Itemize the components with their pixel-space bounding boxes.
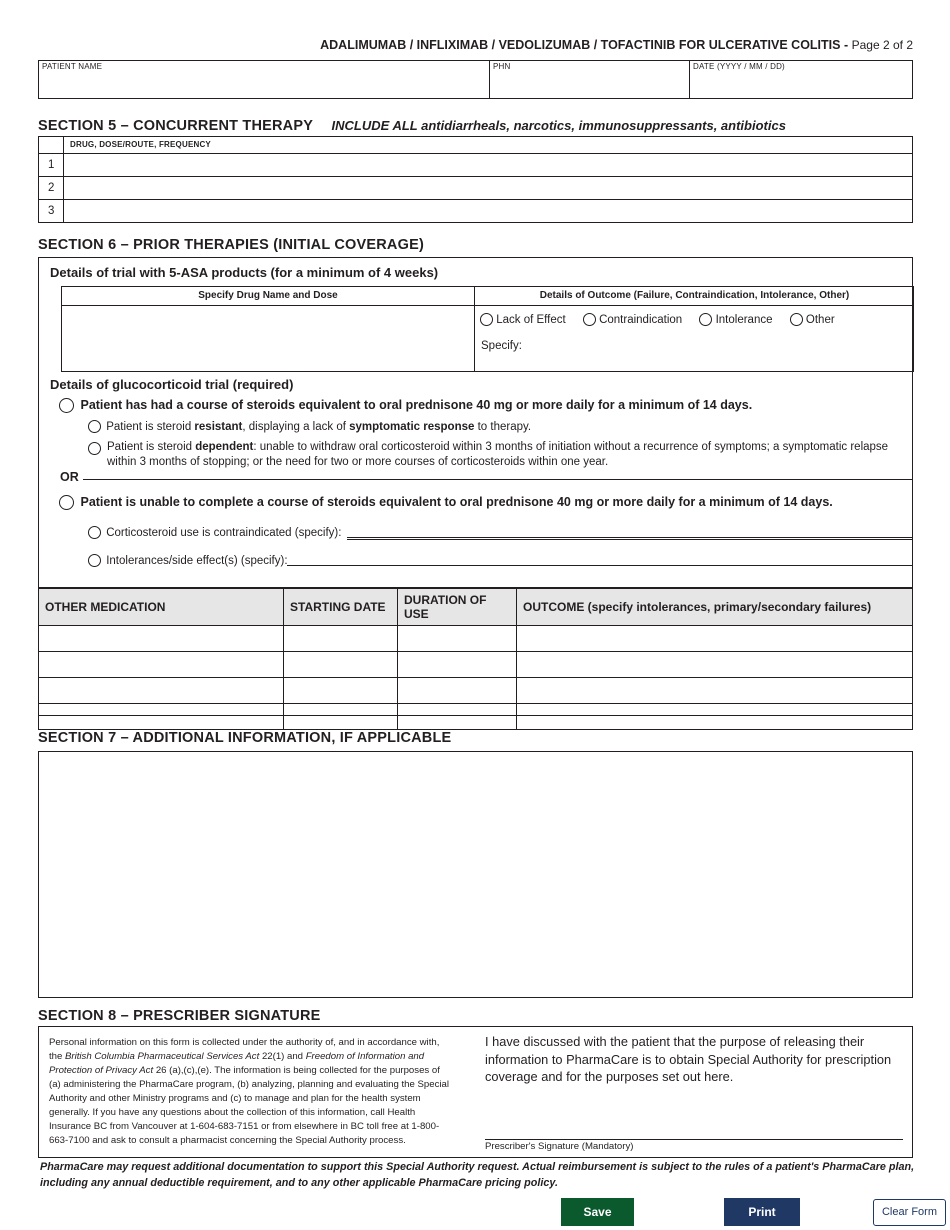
asa-drug-input[interactable]	[62, 306, 474, 371]
table-cell-input[interactable]	[39, 626, 284, 652]
outcome-header: OUTCOME (specify intolerances, primary/secondary failures)	[517, 589, 913, 626]
contraindication-option[interactable]: Contraindication	[583, 314, 682, 326]
additional-info-textarea[interactable]	[38, 751, 913, 998]
signature-label: Prescriber's Signature (Mandatory)	[485, 1141, 634, 1152]
prior-therapies-box	[38, 257, 913, 716]
contraindicated-specify-input[interactable]	[347, 537, 913, 538]
contraindication-radio[interactable]	[583, 313, 596, 326]
table-row	[39, 678, 913, 704]
drug-column-header: DRUG, DOSE/ROUTE, FREQUENCY	[70, 140, 211, 149]
page-indicator: Page 2 of 2	[851, 38, 913, 52]
row-number: 1	[48, 159, 55, 171]
patient-name-label: PATIENT NAME	[42, 62, 103, 71]
course-option[interactable]: Patient has had a course of steroids equivalent to oral prednisone 40 mg or more daily for a minimum of 14 days.	[59, 398, 752, 413]
lack-of-effect-radio[interactable]	[480, 313, 493, 326]
unable-option[interactable]: Patient is unable to complete a course of steroids equivalent to oral prednisone 40 mg or more daily for a minimum of 14 days.	[59, 495, 833, 510]
row-number: 2	[48, 182, 55, 194]
asa-heading: Details of trial with 5-ASA products (for a minimum of 4 weeks)	[50, 265, 439, 280]
footer-note: PharmaCare may request additional documentation to support this Special Authority request. Actual reimbursement is subject to the rules of a patient's PharmaCare plan, including any annual deductible requirement, and to any other applicable PharmaCare pricing policy.	[40, 1161, 915, 1189]
asa-outcome-specify-input[interactable]	[532, 335, 910, 359]
section5-heading	[38, 117, 786, 135]
outcome-column: Details of Outcome (Failure, Contraindication, Intolerance, Other)	[539, 290, 850, 301]
consent-statement: I have discussed with the patient that the purpose of releasing their information to PharmaCare is to obtain Special Authority for prescription coverage and for the purposes set out here.	[485, 1034, 892, 1084]
table-cell-input[interactable]	[517, 652, 913, 678]
concurrent-drug-input-3[interactable]	[64, 200, 912, 222]
phn-field[interactable]	[490, 61, 690, 98]
table-cell-input[interactable]	[517, 626, 913, 652]
resistant-radio[interactable]	[88, 420, 101, 433]
table-row	[39, 652, 913, 678]
table-row	[39, 704, 913, 730]
table-cell-input[interactable]	[517, 704, 913, 730]
table-cell-input[interactable]	[39, 652, 284, 678]
table-cell-input[interactable]	[517, 678, 913, 704]
save-button[interactable]: Save	[561, 1198, 634, 1226]
form-title: ADALIMUMAB / INFLIXIMAB / VEDOLIZUMAB / TOFACTINIB FOR ULCERATIVE COLITIS -	[320, 38, 849, 52]
concurrent-therapy-table	[38, 136, 913, 223]
table-cell-input[interactable]	[284, 626, 398, 652]
contraindicated-radio[interactable]	[88, 526, 101, 539]
intolerance-radio[interactable]	[699, 313, 712, 326]
table-cell-input[interactable]	[284, 678, 398, 704]
table-row	[39, 626, 913, 652]
privacy-notice: Personal information on this form is collected under the authority of, and in accordance with, the British Columbia Pharmaceutical Services Act 22(1) and Freedom of Information and Protection of Privacy Act 26 (a),(c),(e). The information is being collected for the purposes of (a) administering the PharmaCare program, (b) analyzing, planning and evaluating the Special Authority and other Ministry programs and (c) to manage and plan for the health system generally. If you have any questions about the collection of this information, call Health Insurance BC from Vancouver at 1-604-683-7151 or from elsewhere in BC toll free at 1-800-663-7100 and ask to consult a pharmacist concerning the Special Authority process.	[49, 1037, 449, 1146]
table-cell-input[interactable]	[398, 652, 517, 678]
asa-trial-table	[61, 286, 914, 372]
date-label: DATE (YYYY / MM / DD)	[693, 62, 785, 71]
print-button[interactable]: Print	[724, 1198, 800, 1226]
patient-name-field[interactable]	[39, 61, 490, 98]
steroid-dependent-text: Patient is steroid dependent: unable to withdraw oral corticosteroid within 3 months of initiation without a recurrence of symptoms; a symptomatic relapse within 3 months of stopping; or the need for two or more courses of corticosteroids within one year.	[107, 441, 889, 468]
signature-input[interactable]	[485, 1099, 902, 1139]
lack-of-effect-option[interactable]: Lack of Effect	[480, 314, 566, 326]
starting-date-header: STARTING DATE	[284, 589, 398, 626]
other-medication-table	[38, 588, 913, 730]
form-header	[320, 38, 913, 52]
other-medication-header: OTHER MEDICATION	[39, 589, 284, 626]
table-cell-input[interactable]	[284, 704, 398, 730]
course-radio[interactable]	[59, 398, 74, 413]
table-cell-input[interactable]	[39, 704, 284, 730]
clear-form-button[interactable]: Clear Form	[873, 1199, 946, 1226]
steroid-resistant-option[interactable]: Patient is steroid resistant, displaying a lack of symptomatic response to therapy.	[88, 420, 531, 433]
concurrent-drug-input-2[interactable]	[64, 177, 912, 199]
other-option[interactable]: Other	[790, 314, 835, 326]
table-cell-input[interactable]	[39, 678, 284, 704]
other-radio[interactable]	[790, 313, 803, 326]
prescriber-signature-box	[38, 1026, 913, 1158]
intolerances-specify-input[interactable]	[287, 565, 913, 566]
specify-label: Specify:	[481, 340, 522, 352]
date-field[interactable]	[690, 61, 912, 98]
table-cell-input[interactable]	[398, 626, 517, 652]
dependent-radio[interactable]	[88, 442, 101, 455]
concurrent-drug-input-1[interactable]	[64, 154, 912, 176]
section8-title: SECTION 8 – PRESCRIBER SIGNATURE	[38, 1008, 321, 1024]
intolerances-radio[interactable]	[88, 554, 101, 567]
section5-note: INCLUDE ALL antidiarrheals, narcotics, immunosuppressants, antibiotics	[331, 118, 786, 133]
duration-header: DURATION OF USE	[398, 589, 517, 626]
row-number: 3	[48, 205, 55, 217]
or-divider	[83, 479, 913, 480]
intolerance-option[interactable]: Intolerance	[699, 314, 772, 326]
intolerances-option[interactable]: Intolerances/side effect(s) (specify):	[88, 554, 288, 567]
drug-name-column: Specify Drug Name and Dose	[198, 290, 338, 301]
unable-radio[interactable]	[59, 495, 74, 510]
section5-title: SECTION 5 – CONCURRENT THERAPY	[38, 118, 314, 134]
phn-label: PHN	[493, 62, 511, 71]
gluco-heading: Details of glucocorticoid trial (required)	[50, 377, 294, 392]
table-cell-input[interactable]	[398, 678, 517, 704]
section7-title: SECTION 7 – ADDITIONAL INFORMATION, IF APPLICABLE	[38, 730, 452, 746]
table-cell-input[interactable]	[284, 652, 398, 678]
table-cell-input[interactable]	[398, 704, 517, 730]
contraindicated-option[interactable]: Corticosteroid use is contraindicated (specify):	[88, 526, 341, 539]
or-divider-label: OR	[60, 470, 79, 484]
section6-title: SECTION 6 – PRIOR THERAPIES (INITIAL COVERAGE)	[38, 237, 424, 253]
patient-info-box	[38, 60, 913, 99]
